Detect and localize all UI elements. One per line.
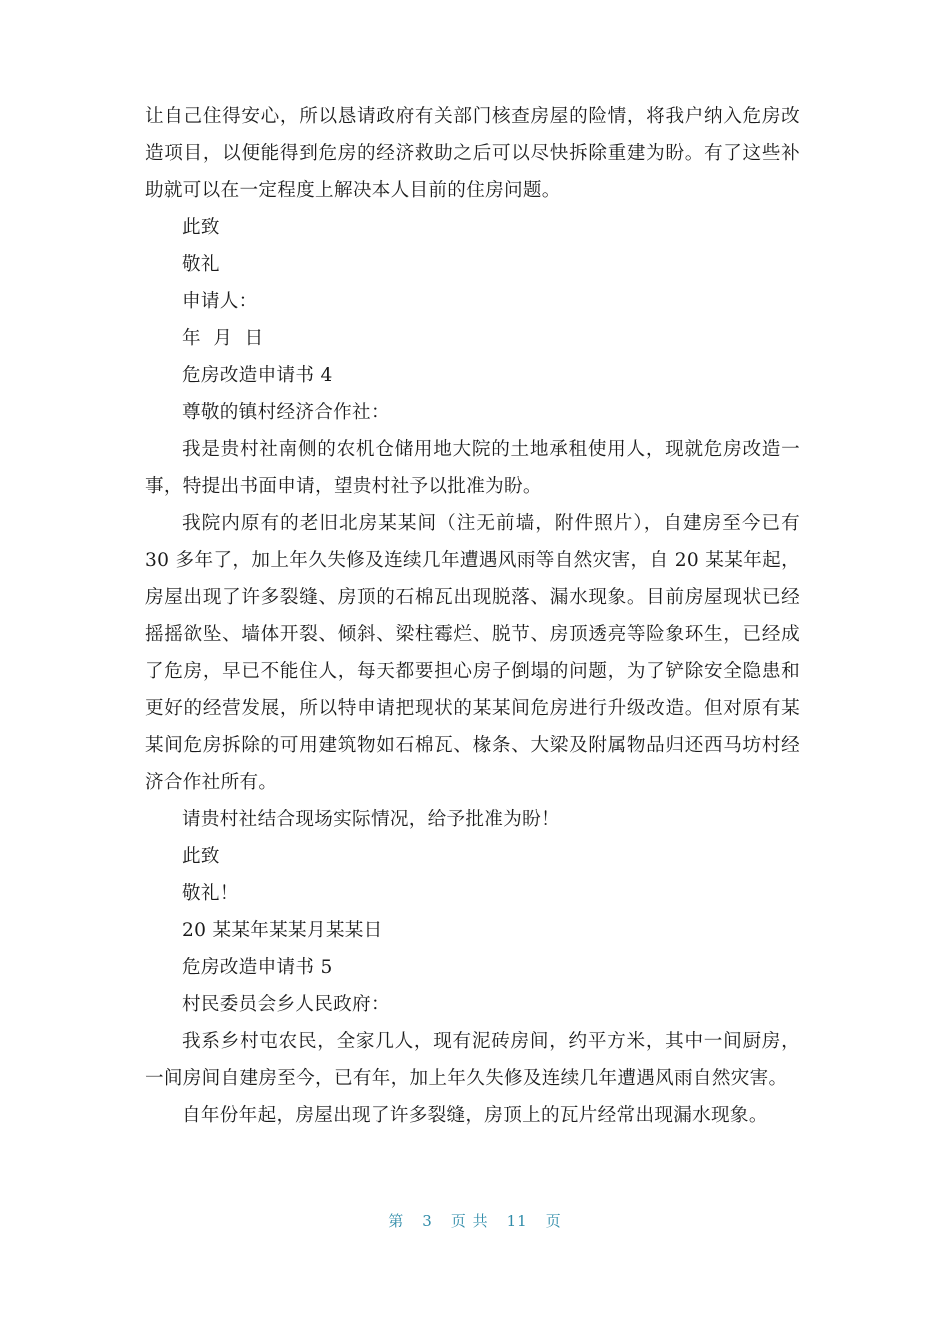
paragraph: 让自己住得安心，所以恳请政府有关部门核查房屋的险情，将我户纳入危房改造项目，以便能得到危房的经济救助之后可以尽快拆除重建为盼。有了这些补助就可以在一定程度上解决本人目前的住房问题。 xyxy=(145,106,800,201)
paragraph: 自年份年起，房屋出现了许多裂缝，房顶上的瓦片经常出现漏水现象。 xyxy=(182,1105,768,1126)
paragraph: 年 月 日 xyxy=(182,328,264,349)
footer-current-page: 3 xyxy=(422,1212,433,1230)
paragraph: 我院内原有的老旧北房某某间（注无前墙，附件照片），自建房至今已有30 多年了，加上年久失修及连续几年遭遇风雨等自然灾害，自 20 某某年起，房屋出现了许多裂缝、房顶的石棉瓦出现脱落、漏水现象。目前房屋现状已经摇摇欲坠、墙体开裂、倾斜、梁柱霉烂、脱节、房顶透亮等险象环生，已经成了危房，早已不能住人，每天都要担心房子倒塌的问题，为了铲除安全隐患和更好的经营发展，所以特申请把现状的某某间危房进行升级改造。但对原有某某间危房拆除的可用建筑物如石棉瓦、椽条、大梁及附属物品归还西马坊村经济合作社所有。 xyxy=(145,513,800,793)
footer-total-pages: 11 xyxy=(506,1212,528,1230)
footer-prefix: 第 xyxy=(388,1212,405,1230)
paragraph: 请贵村社结合现场实际情况，给予批准为盼！ xyxy=(182,809,560,830)
document-body xyxy=(145,98,800,1134)
footer-suffix: 页 xyxy=(545,1212,562,1230)
page-footer xyxy=(0,1210,950,1231)
paragraph: 20 某某年某某月某某日 xyxy=(182,920,383,941)
section-heading: 危房改造申请书 5 xyxy=(182,957,333,978)
paragraph: 此致 xyxy=(182,846,220,867)
paragraph: 敬礼 xyxy=(182,254,220,275)
paragraph: 村民委员会乡人民政府： xyxy=(182,994,390,1015)
paragraph: 我系乡村屯农民，全家几人，现有泥砖房间，约平方米，其中一间厨房，一间房间自建房至今，已有年，加上年久失修及连续几年遭遇风雨自然灾害。 xyxy=(145,1031,800,1089)
paragraph: 此致 xyxy=(182,217,220,238)
paragraph: 尊敬的镇村经济合作社： xyxy=(182,402,390,423)
paragraph: 敬礼！ xyxy=(182,883,239,904)
section-heading: 危房改造申请书 4 xyxy=(182,365,333,386)
footer-middle: 页 共 xyxy=(450,1212,489,1230)
paragraph: 我是贵村社南侧的农机仓储用地大院的土地承租使用人，现就危房改造一事，特提出书面申请，望贵村社予以批准为盼。 xyxy=(145,439,800,497)
paragraph: 申请人： xyxy=(182,291,258,312)
